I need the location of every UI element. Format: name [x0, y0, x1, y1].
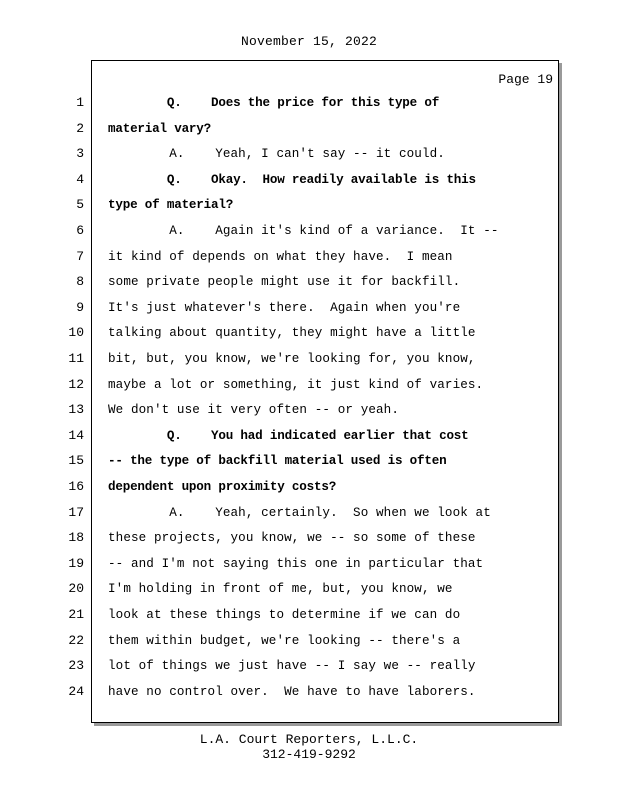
- line-number: 19: [68, 556, 84, 571]
- line-number: 24: [68, 684, 84, 699]
- answer-line-text: lot of things we just have -- I say we -- really: [108, 659, 476, 673]
- line-number: 15: [68, 453, 84, 468]
- line-number: 14: [68, 428, 84, 443]
- line-number: 18: [68, 530, 84, 545]
- question-line-text: Q. Does the price for this type of: [108, 96, 440, 110]
- answer-line-text: I'm holding in front of me, but, you know, we: [108, 582, 453, 596]
- answer-line-text: look at these things to determine if we can do: [108, 608, 461, 622]
- line-number: 4: [76, 172, 84, 187]
- transcript-date: November 15, 2022: [240, 34, 378, 49]
- answer-line-text: It's just whatever's there. Again when you're: [108, 301, 461, 315]
- line-number: 17: [68, 505, 84, 520]
- question-line-text: -- the type of backfill material used is often: [108, 454, 447, 468]
- line-number: 23: [68, 658, 84, 673]
- line-number: 22: [68, 633, 84, 648]
- line-number: 21: [68, 607, 84, 622]
- line-number: 20: [68, 581, 84, 596]
- line-number: 13: [68, 402, 84, 417]
- answer-line-text: bit, but, you know, we're looking for, you know,: [108, 352, 476, 366]
- answer-line-text: it kind of depends on what they have. I mean: [108, 250, 453, 264]
- line-number: 2: [76, 121, 84, 136]
- answer-line-text: have no control over. We have to have laborers.: [108, 685, 476, 699]
- answer-line-text: A. Again it's kind of a variance. It --: [108, 224, 499, 238]
- answer-line-text: A. Yeah, certainly. So when we look at: [108, 506, 491, 520]
- line-number: 12: [68, 377, 84, 392]
- question-line-text: dependent upon proximity costs?: [108, 480, 337, 494]
- line-number: 10: [68, 325, 84, 340]
- answer-line-text: We don't use it very often -- or yeah.: [108, 403, 399, 417]
- footer: [0, 732, 618, 762]
- answer-line-text: A. Yeah, I can't say -- it could.: [108, 147, 445, 161]
- line-number: 16: [68, 479, 84, 494]
- question-line-text: Q. You had indicated earlier that cost: [108, 429, 469, 443]
- line-number: 3: [76, 146, 84, 161]
- answer-line-text: them within budget, we're looking -- there's a: [108, 634, 461, 648]
- line-number: 7: [76, 249, 84, 264]
- question-line-text: material vary?: [108, 122, 212, 136]
- court-reporter-phone: 312-419-9292: [262, 747, 356, 762]
- question-line-text: Q. Okay. How readily available is this: [108, 173, 476, 187]
- answer-line-text: maybe a lot or something, it just kind of varies.: [108, 378, 484, 392]
- line-number: 5: [76, 197, 84, 212]
- answer-line-text: these projects, you know, we -- so some of these: [108, 531, 476, 545]
- line-number: 11: [68, 351, 84, 366]
- court-reporter-name: L.A. Court Reporters, L.L.C.: [199, 732, 419, 747]
- page-number: Page 19: [498, 72, 553, 87]
- answer-line-text: some private people might use it for backfill.: [108, 275, 461, 289]
- question-line-text: type of material?: [108, 198, 234, 212]
- line-number: 9: [76, 300, 84, 315]
- answer-line-text: talking about quantity, they might have a little: [108, 326, 476, 340]
- answer-line-text: -- and I'm not saying this one in particular that: [108, 557, 484, 571]
- line-number: 8: [76, 274, 84, 289]
- line-number: 1: [76, 95, 84, 110]
- line-number: 6: [76, 223, 84, 238]
